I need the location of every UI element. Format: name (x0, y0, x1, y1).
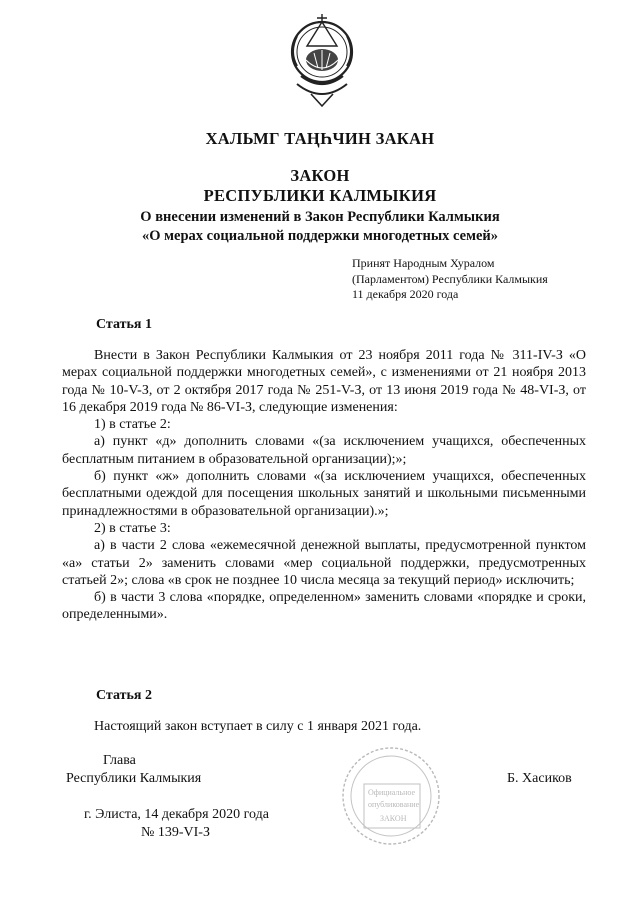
adoption-line-2: (Парламентом) Республики Калмыкия (352, 271, 548, 286)
law-word: ЗАКОН (290, 166, 350, 185)
article-1-body (62, 347, 586, 624)
article-2-text: Настоящий закон вступает в силу с 1 января 2021 года. (94, 719, 422, 734)
signature-title-2: Республики Калмыкия (66, 771, 202, 786)
republic-title: РЕСПУБЛИКИ КАЛМЫКИЯ (203, 186, 437, 205)
subject-line-2: «О мерах социальной поддержки многодетных семей» (142, 228, 498, 244)
article-1-item-2: 2) в статье 3: (94, 520, 171, 536)
stamp-line-3: ЗАКОН (380, 814, 407, 823)
article-1-item-2a: а) в части 2 слова «ежемесячной денежной выплаты, предусмотренной пунктом «а» статьи 2» заменить словами «мер социальной поддержки, предусмотренных статьей 2»; слова «в срок не позднее 10 числа месяца за текущий период» исключить; (62, 538, 586, 588)
official-stamp (336, 744, 446, 848)
article-1-heading: Статья 1 (96, 317, 152, 332)
article-2-heading: Статья 2 (96, 688, 152, 703)
stamp-line-2: опубликование (368, 800, 420, 809)
adoption-note (352, 256, 548, 303)
article-1-intro: Внести в Закон Республики Калмыкия от 23 ноября 2011 года № 311-IV-З «О мерах социальной поддержки многодетных семей», с изменениями от 21 ноября 2013 года № 10-V-З, от 2 октября 2017 года № 251-V-З, от 13 июня 2019 года № 48-VI-З, от 16 декабря 2019 года № 86-VI-З, следующие изменения: (62, 348, 586, 415)
article-1-item-2b: б) в части 3 слова «порядке, определенном» заменить словами «порядке и сроки, определенными». (62, 590, 586, 623)
article-1-item-1b: б) пункт «ж» дополнить словами «(за исключением учащихся, обеспеченных бесплатными одеждой для посещения школьных занятий и школьными письменными принадлежностями в образовательной организации).»; (62, 469, 586, 519)
article-1-item-1a: а) пункт «д» дополнить словами «(за исключением учащихся, обеспеченных бесплатным питанием в образовательной организации);»; (62, 434, 586, 467)
signature-name: Б. Хасиков (507, 771, 572, 786)
adoption-line-3: 11 декабря 2020 года (352, 287, 459, 301)
law-number: № 139-VI-З (141, 825, 210, 840)
place-date: г. Элиста, 14 декабря 2020 года (84, 807, 269, 822)
signature-title-1: Глава (103, 753, 136, 768)
subject-line-1: О внесении изменений в Закон Республики Калмыкия (140, 209, 500, 225)
adoption-line-1: Принят Народным Хуралом (352, 256, 495, 270)
kalmyk-title: ХАЛЬМГ ТАҢҺЧИН ЗАКАН (205, 129, 435, 148)
article-2-body (62, 718, 586, 735)
article-1-item-1: 1) в статье 2: (94, 417, 171, 433)
kalmykia-emblem-icon (283, 6, 361, 110)
stamp-line-1: Официальное (368, 788, 415, 797)
